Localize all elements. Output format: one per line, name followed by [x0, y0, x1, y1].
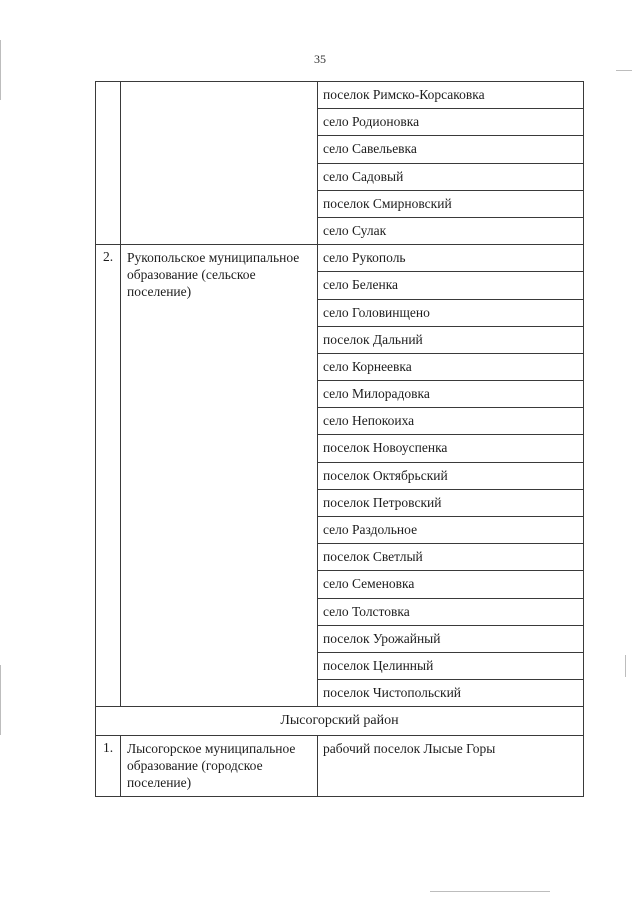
- settlement-cell: село Семеновка: [318, 571, 584, 598]
- settlement-cell: село Сулак: [318, 217, 584, 244]
- scan-edge-mark: [0, 40, 1, 100]
- scan-edge-mark: [0, 665, 1, 735]
- scan-edge-mark: [430, 891, 550, 892]
- settlement-cell: поселок Урожайный: [318, 625, 584, 652]
- settlement-cell: поселок Новоуспенка: [318, 435, 584, 462]
- settlement-cell: село Корнеевка: [318, 353, 584, 380]
- settlement-cell: село Савельевка: [318, 136, 584, 163]
- settlement-cell: поселок Смирновский: [318, 190, 584, 217]
- scan-edge-mark: [625, 655, 626, 677]
- number-cell: 2.: [96, 245, 121, 707]
- municipality-cell: [121, 82, 318, 245]
- settlement-cell: поселок Целинный: [318, 652, 584, 679]
- settlement-cell: село Милорадовка: [318, 381, 584, 408]
- settlement-cell: село Головинщено: [318, 299, 584, 326]
- table-row: [96, 82, 584, 109]
- page-number: 35: [314, 52, 326, 66]
- scan-edge-mark: [616, 70, 632, 71]
- settlement-cell: село Толстовка: [318, 598, 584, 625]
- settlement-cell: село Раздольное: [318, 517, 584, 544]
- number-cell: 1.: [96, 736, 121, 797]
- municipality-cell: Лысогорское муниципальное образование (городское поселение): [121, 736, 318, 797]
- settlement-cell: поселок Петровский: [318, 489, 584, 516]
- settlement-cell: село Беленка: [318, 272, 584, 299]
- settlement-cell: рабочий поселок Лысые Горы: [318, 736, 584, 797]
- municipality-cell: Рукопольское муниципальное образование (сельское поселение): [121, 245, 318, 707]
- settlement-cell: село Родионовка: [318, 109, 584, 136]
- settlements-table: [95, 81, 584, 797]
- settlement-cell: поселок Октябрьский: [318, 462, 584, 489]
- table-row: [96, 736, 584, 797]
- district-heading: Лысогорский район: [96, 707, 584, 736]
- settlement-cell: поселок Римско-Корсаковка: [318, 82, 584, 109]
- settlement-cell: поселок Дальний: [318, 326, 584, 353]
- settlement-cell: поселок Светлый: [318, 544, 584, 571]
- table-row: [96, 245, 584, 272]
- settlement-cell: поселок Чистопольский: [318, 680, 584, 707]
- district-row: [96, 707, 584, 736]
- settlement-cell: село Непокоиха: [318, 408, 584, 435]
- settlement-cell: село Садовый: [318, 163, 584, 190]
- number-cell: [96, 82, 121, 245]
- settlement-cell: село Рукополь: [318, 245, 584, 272]
